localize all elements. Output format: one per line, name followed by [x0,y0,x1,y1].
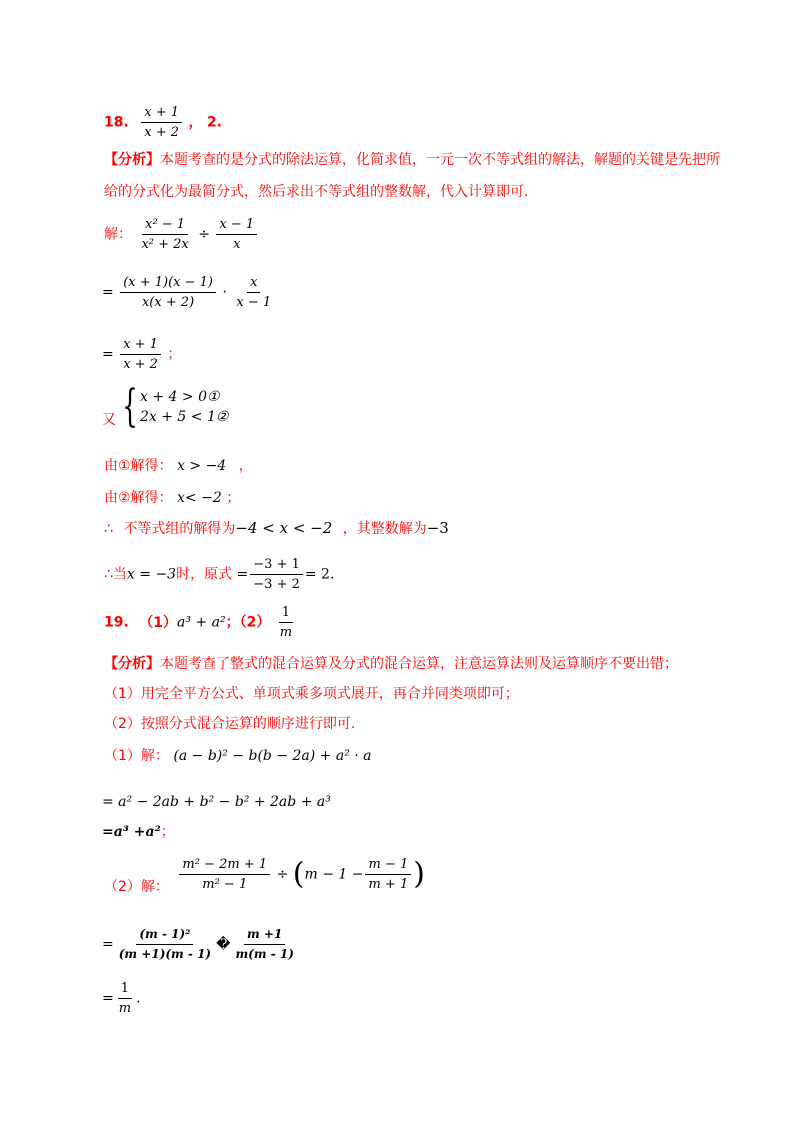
solution-text: ，其整数解为 [342,521,427,537]
part-label: （1） [139,614,178,631]
solution-label: （2）解： [104,878,169,895]
fraction-denominator: x + 2 [144,125,180,140]
punctuation: ； [226,490,241,506]
fraction-denominator: x(x + 2) [141,295,195,310]
solution-text: 由①解得： [104,458,173,474]
operator: ÷ [276,866,289,883]
punctuation: . [329,566,335,583]
fraction [277,604,295,641]
fraction-denominator: m(m - 1) [235,947,294,961]
fraction [179,856,270,893]
operator: · [222,284,227,301]
math-expression: m − 1 − [304,866,364,883]
math-expression: (a − b)² − b(b − 2a) + a² · a [173,748,372,764]
fraction-denominator: x [233,237,241,252]
system-line-2: 2x + 5 < 1② [140,409,229,425]
sol18-step2 [102,336,181,373]
punctuation: ； [167,346,182,363]
solution-label: 解： [104,226,132,243]
fraction-numerator: 1 [118,980,132,999]
math-expression: x< −2 [177,490,222,506]
fraction [138,216,191,253]
sol19-p2-line1 [102,926,299,963]
math-expression: =a³ +a² [102,824,161,840]
system-line-1: x + 4 > 0① [140,389,220,405]
fraction-denominator: x² + 2x [141,237,189,252]
sol19-p1-line2 [102,822,175,842]
fraction-numerator: m +1 [244,926,285,945]
fraction-denominator: x − 1 [236,295,272,310]
analysis-text: 本题考查的是分式的除法运算，化简求值，一元一次不等式组的解法，解题的关键是先把所 [160,152,720,168]
math-expression: x > −4 [177,458,227,474]
analysis-tag: 【分析】 [104,656,160,672]
therefore-symbol: ∴ [104,521,113,537]
fraction-numerator: −3 + 1 [250,556,303,575]
analysis-text: 给的分式化为最简分式，然后求出不等式组的整数解，代入计算即可. [104,184,529,200]
fraction [216,216,257,253]
fraction-denominator: −3 + 2 [253,577,300,592]
fraction [250,556,303,593]
fraction-numerator: (x + 1)(x − 1) [120,274,216,293]
therefore-symbol: ∴当 [104,566,127,583]
fraction-denominator: m² − 1 [202,877,248,892]
fraction-denominator: m [118,1001,132,1016]
fraction [120,336,161,373]
analysis19-line1 [104,654,678,674]
sol19-p2-line0 [104,856,425,893]
fraction-denominator: m + 1 [368,877,409,892]
fraction [116,926,214,963]
solution-text: 由②解得： [104,490,173,506]
q18-answer-line [104,104,222,141]
fraction [365,856,411,893]
operator: ÷ [198,226,210,243]
part-label: （2） [239,614,271,631]
equals-sign: = [102,990,114,1007]
fraction-numerator: m − 1 [365,856,411,875]
fraction-numerator: 1 [279,604,293,623]
equals-sign: = [102,936,114,953]
fraction-numerator: x + 1 [120,336,161,355]
fraction [232,926,296,963]
inequality-system [102,381,229,432]
sol18-sol1 [104,456,253,476]
fraction-numerator: x [247,274,260,293]
q18-number: 18. [104,114,129,131]
sol18-step0 [104,216,259,253]
operator: � [216,936,231,953]
system-label: 又 [102,412,116,428]
fraction [233,274,274,311]
punctuation: . [136,990,141,1007]
fraction-numerator: (m - 1)² [136,926,193,945]
punctuation: ， [238,458,253,474]
analysis18-line2 [104,182,528,202]
fraction-numerator: m² − 2m + 1 [179,856,270,875]
sol18-final [104,556,334,593]
equals-sign: = [236,566,249,583]
sol19-p1-line1 [102,792,331,812]
punctuation: ； [160,824,175,840]
solution-text: 不等式组的解得为 [123,521,236,537]
separator: ； [225,614,240,631]
paren-close: ) [413,856,425,892]
fraction-numerator: x + 1 [141,104,182,123]
math-expression: = 2 [304,566,330,583]
fraction-denominator: m [279,625,293,640]
equals-sign: = [102,346,114,363]
math-expression: a³ + a² [177,614,226,631]
fraction-numerator: x − 1 [216,216,257,235]
fraction [116,980,134,1017]
sol18-therefore [104,518,449,539]
math-expression: −4 < x < −2 [235,519,333,537]
brace-icon: { [122,381,138,432]
q18-answer-value: 2. [206,114,222,131]
math-expression: = a² − 2ab + b² − b² + 2ab + a³ [102,794,331,810]
q19-answer-line [104,604,297,641]
sol18-sol2 [104,488,240,508]
q18-answer-fraction [141,104,182,141]
sol19-p1-line0 [104,746,372,766]
fraction [120,274,216,311]
solution-label: （1）解： [104,748,169,764]
fraction-numerator: x² − 1 [142,216,188,235]
analysis19-line2 [104,684,519,704]
analysis-text: 本题考查了整式的混合运算及分式的混合运算，注意运算法则及运算顺序不要出错； [160,656,678,672]
q19-number: 19. [104,614,129,631]
analysis19-line3 [104,714,355,734]
solution-text: 时，原式 [176,566,233,583]
math-expression: −3 [426,519,449,537]
q18-separator: ， [188,114,203,131]
analysis18-line1 [104,150,720,170]
sol19-p2-line2 [102,980,141,1017]
sol18-step1 [102,274,276,311]
equals-sign: = [102,284,114,301]
analysis-tag: 【分析】 [104,152,160,168]
analysis-text: （1）用完全平方公式、单项式乘多项式展开，再合并同类项即可； [104,686,519,702]
fraction-denominator: x + 2 [123,357,158,372]
analysis-text: （2）按照分式混合运算的顺序进行即可. [104,716,356,732]
system-lines [140,387,228,427]
paren-open: ( [292,856,305,892]
sol18-system [102,381,229,432]
fraction-denominator: (m +1)(m - 1) [118,947,212,961]
math-expression: x = −3 [126,566,177,583]
